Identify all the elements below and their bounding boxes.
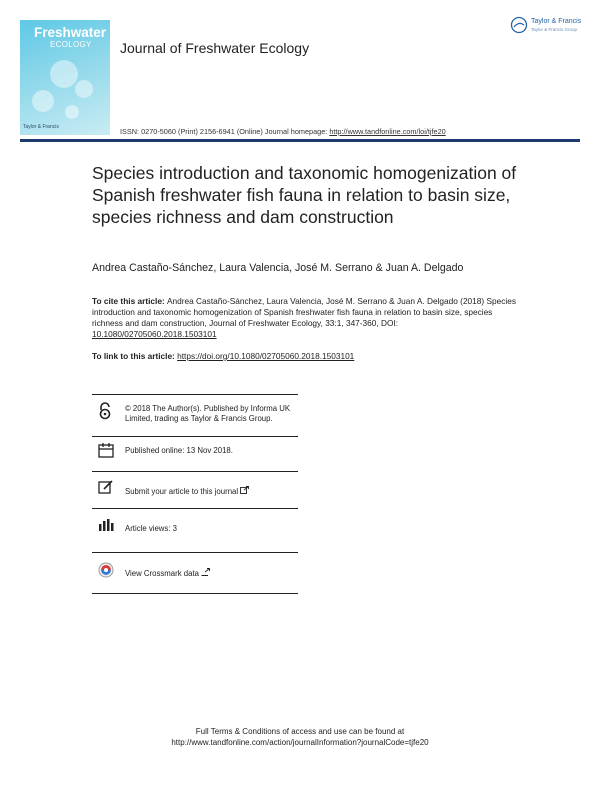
published-date: Published online: 13 Nov 2018. [125,446,233,455]
cover-bubble [75,80,93,98]
cover-publisher-logo: Taylor & Francis [23,124,59,130]
header-divider [20,139,580,142]
article-doi-link[interactable]: https://doi.org/10.1080/02705060.2018.1503101 [177,351,355,361]
license-text: © 2018 The Author(s). Published by Informa UK Limited, trading as Taylor & Francis Group. [125,404,291,423]
cover-bubble [50,60,78,88]
divider [92,394,298,395]
article-link-label: To link to this article: [92,351,178,361]
citation-label: To cite this article: [92,296,167,306]
bar-chart-icon [98,518,116,532]
external-link-icon [240,486,249,494]
external-link-icon [201,568,210,576]
divider [92,436,298,437]
taylor-francis-logo-icon [510,16,528,34]
article-title: Species introduction and taxonomic homogenization of Spanish freshwater fish fauna in relation to basin size, species richness and dam construction [92,163,517,227]
crossmark-link[interactable]: View Crossmark data [125,569,199,578]
journal-homepage-link[interactable]: http://www.tandfonline.com/loi/tjfe20 [329,127,446,136]
footer-terms-link[interactable]: http://www.tandfonline.com/action/journalInformation?journalCode=tjfe20 [171,738,429,747]
publisher-logo-line1: Taylor & Francis [531,18,582,25]
footer-terms: Full Terms & Conditions of access and use can be found at [195,727,405,736]
crossmark-row[interactable] [125,568,210,579]
cover-bubble [65,105,79,119]
citation-text: Andrea Castaño-Sánchez, Laura Valencia, José M. Serrano & Juan A. Delgado (2018) Species introduction and taxonomic homogenization of Spanish freshwater fish fauna in relation to basin size, species richness and dam construction, Journal of Freshwater Ecology, 33:1, 347-360, DOI: [92,296,516,328]
article-views: Article views: 3 [125,524,177,533]
crossmark-icon [98,562,114,580]
issn-text: ISSN: 0270-5060 (Print) 2156-6941 (Online) Journal homepage: [120,127,330,136]
open-access-icon [98,402,112,420]
cover-title: Freshwater [34,25,107,40]
article-authors: Andrea Castaño-Sánchez, Laura Valencia, José M. Serrano & Juan A. Delgado [92,262,464,274]
divider [92,471,298,472]
cover-bubble [32,90,54,112]
journal-title[interactable]: Journal of Freshwater Ecology [120,40,310,56]
publisher-logo-text [531,18,581,34]
publisher-logo-line2: Taylor & Francis Group [531,27,578,32]
issn-line [120,127,446,136]
divider [92,508,298,509]
divider [92,552,298,553]
citation [92,296,522,340]
calendar-icon [98,442,114,458]
article-link [92,351,354,361]
cover-subtitle: ECOLOGY [50,40,92,49]
edit-icon [98,480,114,494]
submit-article-link[interactable]: Submit your article to this journal [125,487,239,496]
submit-article-row[interactable] [125,486,249,497]
citation-doi-link[interactable]: 10.1080/02705060.2018.1503101 [92,329,217,339]
divider [92,593,298,594]
footer [100,726,500,748]
journal-cover [20,20,110,135]
